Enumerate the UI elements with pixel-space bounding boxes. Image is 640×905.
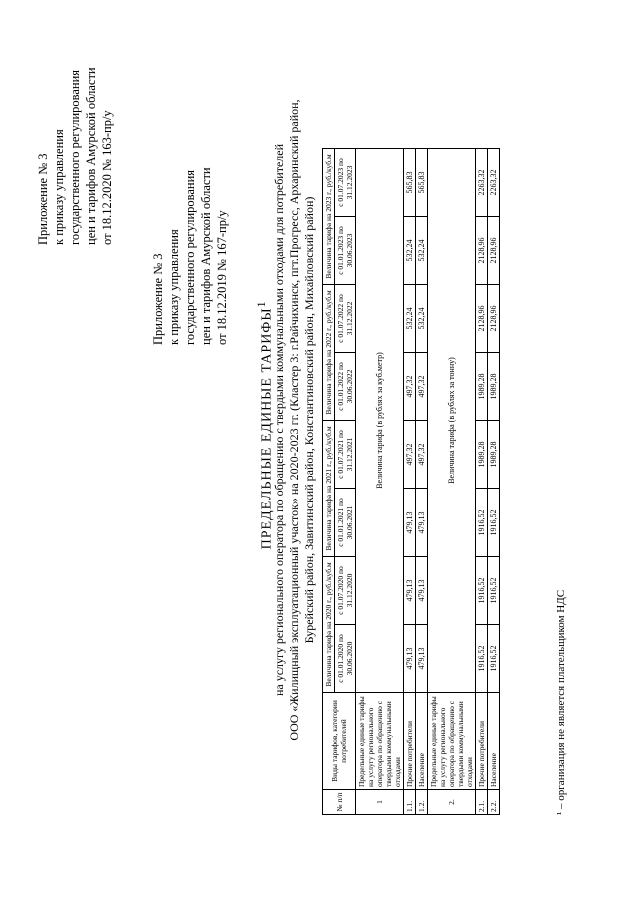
row-num: 2.2. bbox=[488, 790, 500, 815]
tariff-value: 497,32 bbox=[404, 353, 416, 421]
appendix-line: Приложение № 3 bbox=[36, 153, 50, 245]
appendix-line: к приказу управления bbox=[52, 129, 66, 245]
footnote-marker: 1 bbox=[255, 300, 268, 308]
tariff-value: 479,13 bbox=[416, 625, 428, 693]
tariff-value: 1989,28 bbox=[488, 353, 500, 421]
table-row bbox=[416, 149, 428, 815]
subtitle-line: ООО «Жилищный эксплуатационный участок» на 2020-2023 гг. (Кластер 3: г.Райчихинск, пгт.Прогресс, Архаринский район, bbox=[287, 99, 301, 741]
tariff-value: 1916,52 bbox=[476, 489, 488, 557]
tariff-value: 532,24 bbox=[416, 217, 428, 285]
appendix-block-previous bbox=[150, 167, 230, 345]
unit-note: Величина тарифа (в рублях за куб.метр) bbox=[356, 149, 404, 693]
row-num: 1.1. bbox=[404, 790, 416, 815]
period-header: с 01.07.2023 по 31.12.2023 bbox=[335, 149, 356, 217]
period-header: с 01.07.2020 по 31.12.2020 bbox=[335, 557, 356, 625]
tariff-value: 2128,96 bbox=[488, 285, 500, 353]
row-label: Население bbox=[488, 693, 500, 790]
tariff-value: 532,24 bbox=[416, 285, 428, 353]
tariff-value: 1989,28 bbox=[476, 353, 488, 421]
tariff-value: 479,13 bbox=[404, 557, 416, 625]
footnote: ¹ – организация не является плательщиком НДС bbox=[555, 589, 567, 815]
table-row bbox=[476, 149, 488, 815]
table-row bbox=[488, 149, 500, 815]
period-header: с 01.01.2022 по 30.06.2022 bbox=[335, 353, 356, 421]
appendix-line: государственного регулирования bbox=[68, 69, 82, 245]
header-year-2022: Величина тарифа на 2022 г., руб./куб.м bbox=[323, 285, 335, 421]
header-year-2020: Величина тарифа на 2020 г., руб./куб.м bbox=[323, 557, 335, 693]
tariff-value: 479,13 bbox=[404, 489, 416, 557]
period-header: с 01.01.2020 по 30.06.2020 bbox=[335, 625, 356, 693]
section-label: Предельные единые тарифы на услугу регионального оператора по обращению с твердыми коммунальными отходами bbox=[428, 693, 476, 790]
tariff-value: 565,83 bbox=[404, 149, 416, 217]
tariff-value: 1989,28 bbox=[488, 421, 500, 489]
tariff-value: 497,32 bbox=[404, 421, 416, 489]
section-label: Предельные единые тарифы на услугу регионального оператора по обращению с твердыми коммунальными отходами bbox=[356, 693, 404, 790]
tariff-value: 479,13 bbox=[404, 625, 416, 693]
subtitle-line: на услугу регионального оператора по обращению с твердыми коммунальными отходами для потребителей bbox=[272, 143, 286, 697]
period-header: с 01.07.2021 по 31.12.2021 bbox=[335, 421, 356, 489]
row-num: 1.2. bbox=[416, 790, 428, 815]
row-num: 2.1. bbox=[476, 790, 488, 815]
appendix-line: цен и тарифов Амурской области bbox=[84, 67, 98, 245]
appendix-line: цен и тарифов Амурской области bbox=[199, 167, 213, 345]
section-num: 1 bbox=[356, 790, 404, 815]
tariff-value: 1916,52 bbox=[488, 489, 500, 557]
tariff-value: 2128,96 bbox=[476, 285, 488, 353]
tariff-value: 1916,52 bbox=[476, 625, 488, 693]
tariff-value: 2263,32 bbox=[488, 149, 500, 217]
tariff-value: 532,24 bbox=[404, 217, 416, 285]
section-num: 2. bbox=[428, 790, 476, 815]
tariff-value: 497,32 bbox=[416, 421, 428, 489]
tariff-value: 479,13 bbox=[416, 557, 428, 625]
table-header-row bbox=[323, 149, 335, 815]
appendix-block-current bbox=[35, 67, 115, 245]
title-text: ПРЕДЕЛЬНЫЕ ЕДИНЫЕ ТАРИФЫ bbox=[259, 307, 275, 550]
section-row bbox=[356, 149, 404, 815]
tariff-value: 2128,96 bbox=[476, 217, 488, 285]
tariff-value: 1916,52 bbox=[488, 625, 500, 693]
tariff-value: 1916,52 bbox=[488, 557, 500, 625]
unit-note: Величина тарифа (в рублях за тонну) bbox=[428, 149, 476, 693]
tariff-value: 565,83 bbox=[416, 149, 428, 217]
appendix-line: от 18.12.2019 № 167-пр/у bbox=[215, 210, 229, 345]
row-label: Прочие потребители bbox=[404, 693, 416, 790]
period-header: с 01.01.2021 по 30.06.2021 bbox=[335, 489, 356, 557]
tariff-value: 479,13 bbox=[416, 489, 428, 557]
appendix-line: к приказу управления bbox=[167, 229, 181, 345]
header-year-2023: Величина тарифа на 2023 г., руб./куб.м bbox=[323, 149, 335, 285]
period-header: с 01.07.2022 по 31.12.2022 bbox=[335, 285, 356, 353]
section-row bbox=[428, 149, 476, 815]
period-header: с 01.01.2023 по 30.06.2023 bbox=[335, 217, 356, 285]
subtitle-line: Бурейский район, Завитинский район, Константиновский район, Михайловский район) bbox=[302, 196, 316, 644]
table-row bbox=[404, 149, 416, 815]
header-num: № п/п bbox=[323, 790, 356, 815]
tariff-value: 497,32 bbox=[416, 353, 428, 421]
header-year-2021: Величина тарифа на 2021 г., руб./куб.м bbox=[323, 421, 335, 557]
row-label: Прочие потребители bbox=[476, 693, 488, 790]
tariff-value: 2128,96 bbox=[488, 217, 500, 285]
tariff-value: 1916,52 bbox=[476, 557, 488, 625]
appendix-line: государственного регулирования bbox=[183, 169, 197, 345]
tariff-value: 1989,28 bbox=[476, 421, 488, 489]
tariff-table bbox=[322, 148, 500, 815]
row-label: Население bbox=[416, 693, 428, 790]
tariff-value: 2263,32 bbox=[476, 149, 488, 217]
appendix-line: Приложение № 3 bbox=[151, 253, 165, 345]
tariff-value: 532,24 bbox=[404, 285, 416, 353]
appendix-line: от 18.12.2020 № 163-пр/у bbox=[100, 110, 114, 245]
header-type: Виды тарифов, категории потребителей bbox=[323, 693, 356, 790]
